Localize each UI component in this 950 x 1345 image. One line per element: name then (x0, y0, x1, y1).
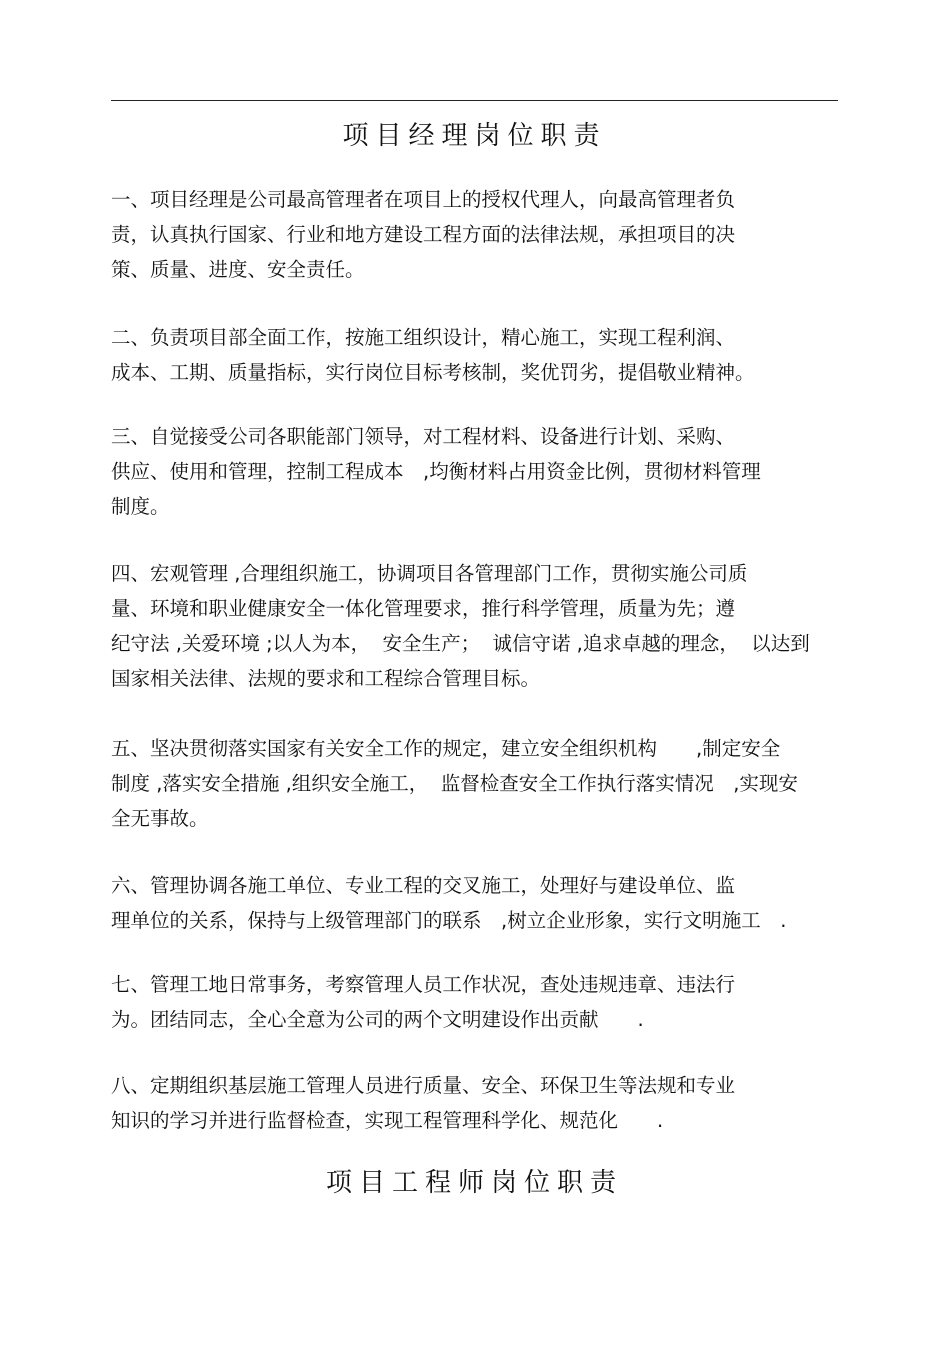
text-line: 责，认真执行国家、行业和地方建设工程方面的法律法规，承担项目的决 (111, 223, 736, 246)
paragraph-8 (111, 1068, 846, 1138)
text-line: 二、负责项目部全面工作，按施工组织设计，精心施工，实现工程利润、 (111, 326, 736, 349)
header-rule (111, 100, 838, 101)
paragraph-3 (111, 419, 846, 524)
text-line: 供应、使用和管理，控制工程成本 ,均衡材料占用资金比例，贯彻材料管理 (111, 460, 761, 483)
text-line: 为。团结同志，全心全意为公司的两个文明建设作出贡献 . (111, 1008, 644, 1031)
text-line: 成本、工期、质量指标，实行岗位目标考核制，奖优罚劣，提倡敬业精神。 (111, 361, 755, 384)
text-line: 纪守法 ,关爱环境 ;以人为本， 安全生产； 诚信守诺 ,追求卓越的理念， 以达到 (111, 632, 810, 655)
text-line: 制度。 (111, 495, 170, 518)
text-line: 策、质量、进度、安全责任。 (111, 258, 365, 281)
text-line: 一、项目经理是公司最高管理者在项目上的授权代理人，向最高管理者负 (111, 188, 736, 211)
text-line: 理单位的关系，保持与上级管理部门的联系 ,树立企业形象，实行文明施工 . (111, 909, 787, 932)
section-title: 项目工程师岗位职责 (325, 1168, 623, 1198)
text-line: 制度 ,落实安全措施 ,组织安全施工， 监督检查安全工作执行落实情况 ,实现安 (111, 772, 798, 795)
text-line: 七、管理工地日常事务，考察管理人员工作状况，查处违规违章、违法行 (111, 973, 736, 996)
text-line: 量、环境和职业健康安全一体化管理要求，推行科学管理，质量为先；遵 (111, 597, 736, 620)
paragraph-1 (111, 182, 846, 287)
text-line: 国家相关法律、法规的要求和工程综合管理目标。 (111, 667, 541, 690)
text-line: 全无事故。 (111, 807, 209, 830)
paragraph-5 (111, 731, 846, 836)
text-line: 五、坚决贯彻落实国家有关安全工作的规定，建立安全组织机构 ,制定安全 (111, 737, 781, 760)
text-line: 知识的学习并进行监督检查，实现工程管理科学化、规范化 . (111, 1109, 664, 1132)
text-line: 八、定期组织基层施工管理人员进行质量、安全、环保卫生等法规和专业 (111, 1074, 736, 1097)
page-title: 项目经理岗位职责 (342, 121, 607, 151)
text-line: 四、宏观管理 ,合理组织施工，协调项目各管理部门工作，贯彻实施公司质 (111, 562, 748, 585)
paragraph-2 (111, 320, 846, 390)
text-line: 三、自觉接受公司各职能部门领导，对工程材料、设备进行计划、采购、 (111, 425, 736, 448)
paragraph-4 (111, 556, 846, 696)
text-line: 六、管理协调各施工单位、专业工程的交叉施工，处理好与建设单位、监 (111, 874, 736, 897)
paragraph-6 (111, 868, 846, 938)
paragraph-7 (111, 967, 846, 1037)
